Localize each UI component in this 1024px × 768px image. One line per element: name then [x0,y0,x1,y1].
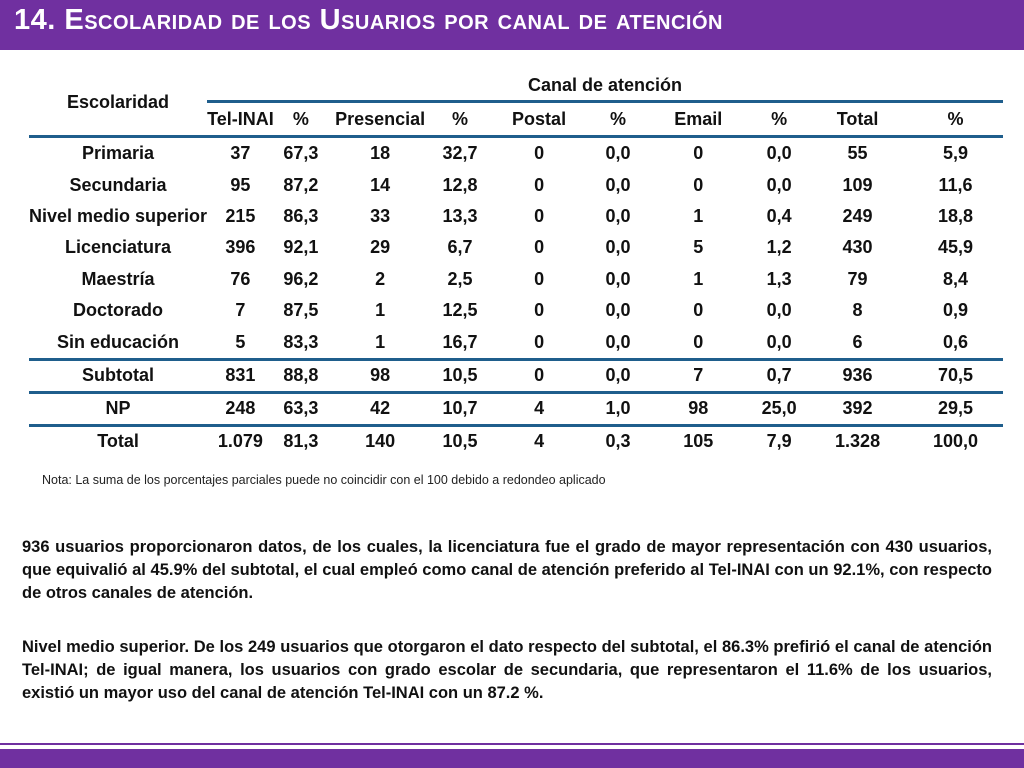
table-cell: 7 [235,300,246,321]
table-cell: 12,5 [442,300,478,321]
table-cell: 0,7 [751,359,807,392]
row-label: Nivel medio superior [29,205,208,226]
group-header-canal: Canal de atención [528,74,683,95]
table-cell: 87,2 [283,174,319,195]
row-label: NP [29,392,207,425]
column-header: % [751,102,807,137]
row-label: Primaria [82,143,155,164]
table-cell: 0 [488,359,591,392]
table-cell: 0 [693,300,704,321]
table-cell: 1,3 [766,268,792,289]
table-cell: 81,3 [274,425,328,457]
table-cell: 0,0 [591,359,646,392]
table-cell: 0 [534,174,545,195]
footer-rule [0,743,1024,745]
table-cell: 396 [225,237,256,258]
table-row [29,232,1003,263]
table-cell: 76 [230,268,251,289]
table-cell: 4 [488,425,591,457]
table-cell: 29 [370,237,391,258]
summary-row [29,392,1003,425]
column-header: % [432,102,487,137]
table-cell: 0,0 [766,331,792,352]
table-cell: 25,0 [751,392,807,425]
table-cell: 1,2 [766,237,792,258]
table-cell: 1,0 [591,392,646,425]
table-cell: 1 [375,300,386,321]
column-header: % [591,102,646,137]
table-cell: 16,7 [442,331,478,352]
table-row [29,326,1003,359]
table-cell: 98 [328,359,432,392]
table-cell: 1 [693,205,704,226]
table-cell: 109 [842,174,873,195]
column-header: % [274,102,328,137]
table-cell: 55 [847,143,868,164]
column-header: Total [807,102,908,137]
table-cell: 0 [534,143,545,164]
table-cell: 79 [847,268,868,289]
table-cell: 0,0 [605,268,631,289]
table-cell: 100,0 [908,425,1003,457]
table-cell: 0,0 [766,174,792,195]
row-label: Secundaria [69,174,167,195]
table-cell: 249 [842,205,873,226]
table-cell: 45,9 [937,237,973,258]
row-header-escolaridad: Escolaridad [29,70,207,137]
paragraph-licenciatura: 936 usuarios proporcionaron datos, de los cuales, la licenciatura fue el grado de mayor representación con 430 usuarios, que equivalió al 45.9% del subtotal, el cual empleó como canal de atención preferido al Tel-INAI con un 92.1%, con respecto de otros canales de atención. [22,538,992,602]
summary-row [29,425,1003,457]
table-cell: 67,3 [283,143,319,164]
table-cell: 0,9 [942,300,968,321]
table-cell: 248 [207,392,274,425]
table-cell: 42 [328,392,432,425]
footer-bar [0,749,1024,768]
table-cell: 0 [534,237,545,258]
escolaridad-table [29,70,1003,457]
table-cell: 92,1 [283,237,319,258]
table-cell: 140 [328,425,432,457]
table-cell: 2 [375,268,386,289]
table-cell: 105 [645,425,751,457]
table-cell: 0,6 [942,331,968,352]
table-cell: 12,8 [442,174,478,195]
table-cell: 0 [693,143,704,164]
table-cell: 37 [230,143,251,164]
row-label: Total [29,425,207,457]
table-note: Nota: La suma de los porcentajes parciales puede no coincidir con el 100 debido a redondeo aplicado [42,473,606,487]
table-cell: 5,9 [942,143,968,164]
table-cell: 0 [534,205,545,226]
table-cell: 5 [235,331,246,352]
table-cell: 1 [375,331,386,352]
table-cell: 7,9 [751,425,807,457]
table-cell: 32,7 [442,143,478,164]
table-cell: 95 [230,174,251,195]
table-cell: 8,4 [942,268,968,289]
table-row [29,169,1003,200]
table-cell: 1.328 [807,425,908,457]
table-cell: 70,5 [908,359,1003,392]
column-header: Postal [488,102,591,137]
row-label: Subtotal [29,359,207,392]
table-cell: 1 [693,268,704,289]
table-cell: 4 [488,392,591,425]
table-cell: 0 [534,268,545,289]
table-cell: 0,0 [605,300,631,321]
table-cell: 11,6 [938,174,973,195]
column-header: % [908,102,1003,137]
table-cell: 10,5 [432,425,487,457]
table-cell: 87,5 [283,300,319,321]
table-cell: 8 [852,300,863,321]
table-cell: 63,3 [274,392,328,425]
table-cell: 2,5 [447,268,473,289]
table-cell: 18,8 [937,205,973,226]
table-cell: 0,0 [605,143,631,164]
summary-row [29,359,1003,392]
table-cell: 5 [693,237,704,258]
table-cell: 0 [693,331,704,352]
table-cell: 13,3 [442,205,478,226]
table-cell: 86,3 [283,205,319,226]
row-label: Maestría [81,268,155,289]
row-label: Doctorado [73,300,164,321]
table-row [29,201,1003,232]
table-cell: 0,0 [766,143,792,164]
table-cell: 0,0 [605,237,631,258]
slide-title: 14. Escolaridad de los Usuarios por canal de atención [14,4,723,36]
table-cell: 98 [645,392,751,425]
table-cell: 7 [645,359,751,392]
table-cell: 430 [842,237,873,258]
table-cell: 0 [534,331,545,352]
table-cell: 6,7 [447,237,473,258]
title-bar [0,0,1024,50]
row-label: Licenciatura [65,237,172,258]
table-cell: 96,2 [283,268,319,289]
table-cell: 33 [370,205,391,226]
table-row [29,137,1003,170]
header-row-group [29,70,1003,102]
column-header: Email [645,102,751,137]
table-cell: 0 [693,174,704,195]
table-cell: 0,0 [605,174,631,195]
table-cell: 29,5 [908,392,1003,425]
table-cell: 83,3 [283,331,319,352]
table-cell: 6 [852,331,863,352]
column-header: Presencial [328,102,432,137]
table-cell: 831 [207,359,274,392]
table-cell: 0 [534,300,545,321]
table-cell: 10,7 [432,392,487,425]
table-cell: 392 [807,392,908,425]
table-cell: 10,5 [432,359,487,392]
table-cell: 215 [225,205,256,226]
table-cell: 14 [370,174,391,195]
column-header: Tel-INAI [207,102,274,137]
table-row [29,264,1003,295]
table-cell: 0,3 [591,425,646,457]
row-label: Sin educación [57,331,180,352]
table-row [29,295,1003,326]
table-cell: 936 [807,359,908,392]
table-cell: 0,0 [605,205,631,226]
table-cell: 18 [370,143,391,164]
table-cell: 88,8 [274,359,328,392]
table-cell: 1.079 [207,425,274,457]
paragraph-nivel-medio: Nivel medio superior. De los 249 usuarios que otorgaron el dato respecto del subtotal, el 86.3% prefirió el canal de atención Tel-INAI; de igual manera, los usuarios con grado escolar de secundaria, que representaron el 11.6% de los usuarios, existió un mayor uso del canal de atención Tel-INAI con un 87.2 %. [22,638,992,702]
table-cell: 0,4 [766,205,792,226]
table-cell: 0,0 [766,300,792,321]
table-cell: 0,0 [605,331,631,352]
